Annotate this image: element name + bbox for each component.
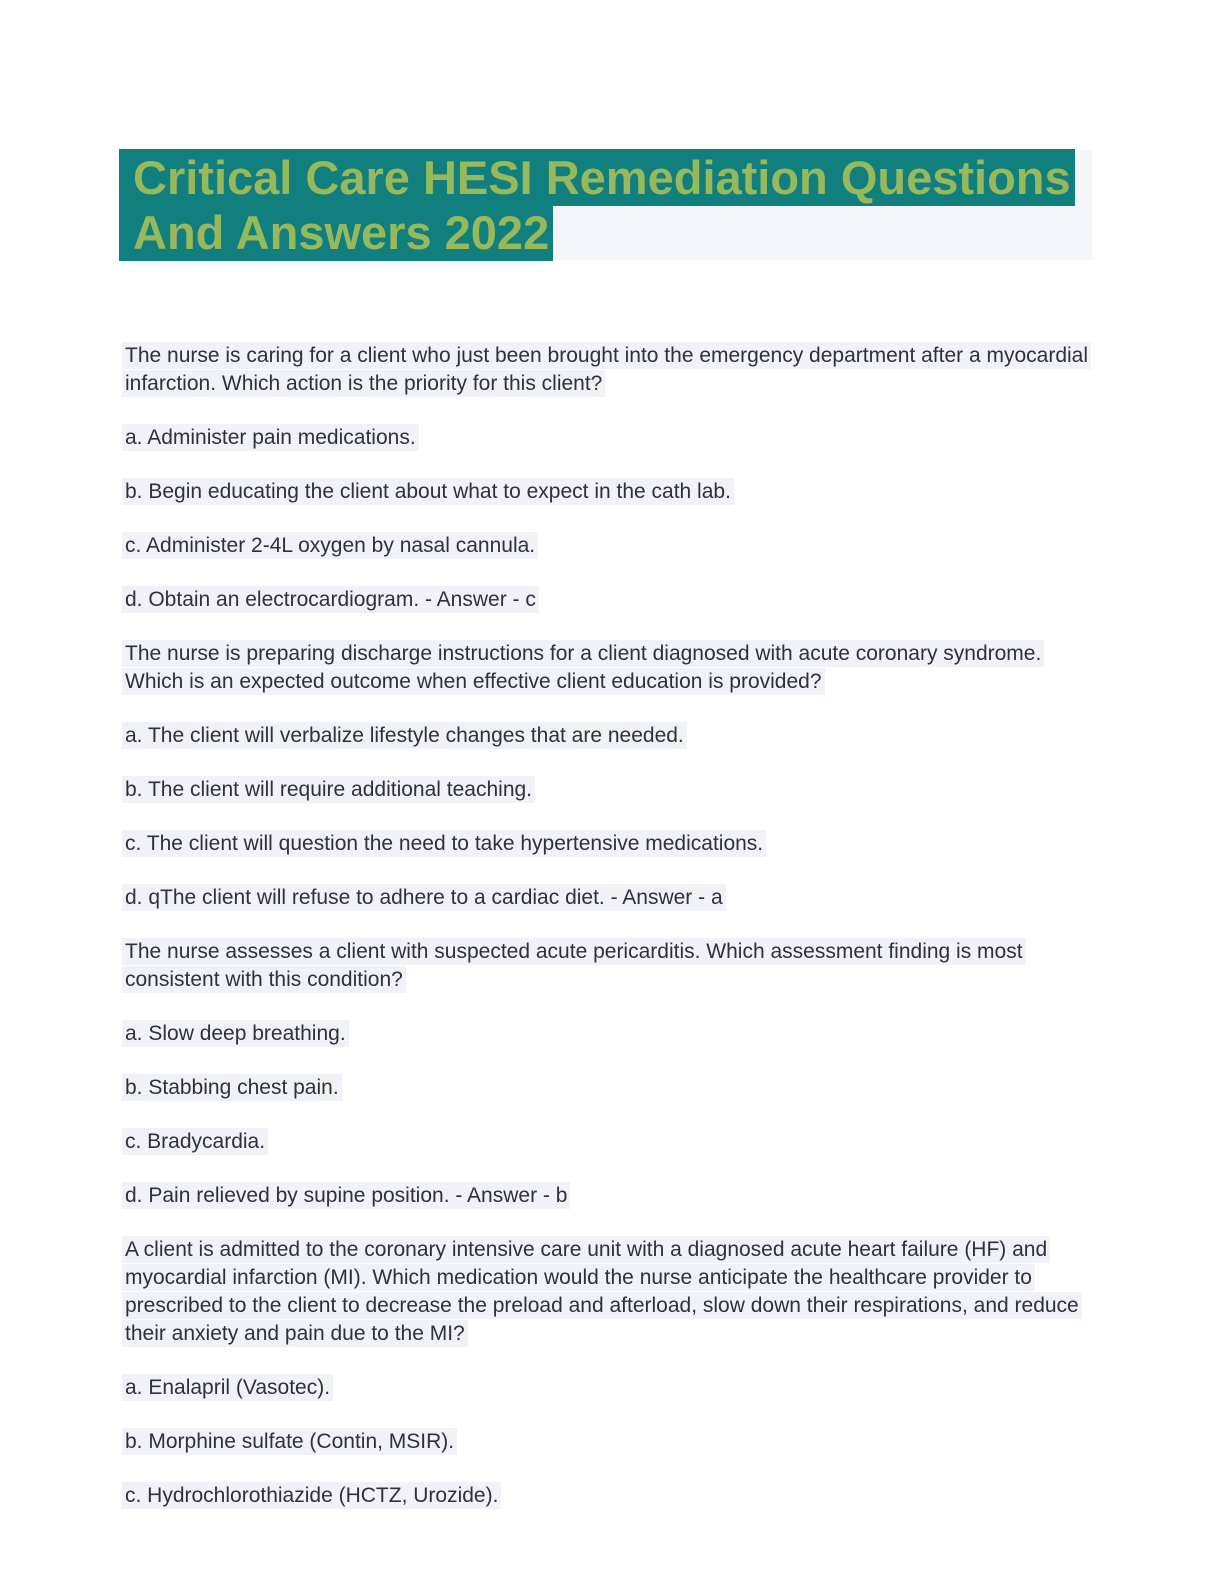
answer-option: a. Administer pain medications.: [122, 424, 1090, 452]
answer-option: b. Begin educating the client about what to expect in the cath lab.: [122, 478, 1090, 506]
answer-option: c. Bradycardia.: [122, 1128, 1090, 1156]
answer-option: c. Administer 2-4L oxygen by nasal cannula.: [122, 532, 1090, 560]
answer-option: c. The client will question the need to take hypertensive medications.: [122, 830, 1090, 858]
question-text: A client is admitted to the coronary intensive care unit with a diagnosed acute heart failure (HF) and myocardial infarction (MI). Which medication would the nurse anticipate the healthcare provider to prescribed to the client to decrease the preload and afterload, slow down their respirations, and reduce their anxiety and pain due to the MI?: [122, 1236, 1090, 1348]
answer-option: d. Obtain an electrocardiogram. - Answer - c: [122, 586, 1090, 614]
document-body: [122, 342, 1090, 1536]
answer-option: d. Pain relieved by supine position. - Answer - b: [122, 1182, 1090, 1210]
page-title-text: Critical Care HESI Remediation Questions And Answers 2022: [119, 149, 1075, 261]
page-title: [119, 150, 1092, 260]
question-text: The nurse is preparing discharge instructions for a client diagnosed with acute coronary syndrome. Which is an expected outcome when effective client education is provided?: [122, 640, 1090, 696]
answer-option: a. The client will verbalize lifestyle changes that are needed.: [122, 722, 1090, 750]
answer-option: b. Stabbing chest pain.: [122, 1074, 1090, 1102]
document-title-block: [119, 150, 1092, 260]
answer-option: c. Hydrochlorothiazide (HCTZ, Urozide).: [122, 1482, 1090, 1510]
answer-option: b. Morphine sulfate (Contin, MSIR).: [122, 1428, 1090, 1456]
answer-option: d. qThe client will refuse to adhere to a cardiac diet. - Answer - a: [122, 884, 1090, 912]
question-text: The nurse assesses a client with suspected acute pericarditis. Which assessment finding is most consistent with this condition?: [122, 938, 1090, 994]
answer-option: b. The client will require additional teaching.: [122, 776, 1090, 804]
answer-option: a. Slow deep breathing.: [122, 1020, 1090, 1048]
question-text: The nurse is caring for a client who just been brought into the emergency department after a myocardial infarction. Which action is the priority for this client?: [122, 342, 1090, 398]
answer-option: a. Enalapril (Vasotec).: [122, 1374, 1090, 1402]
